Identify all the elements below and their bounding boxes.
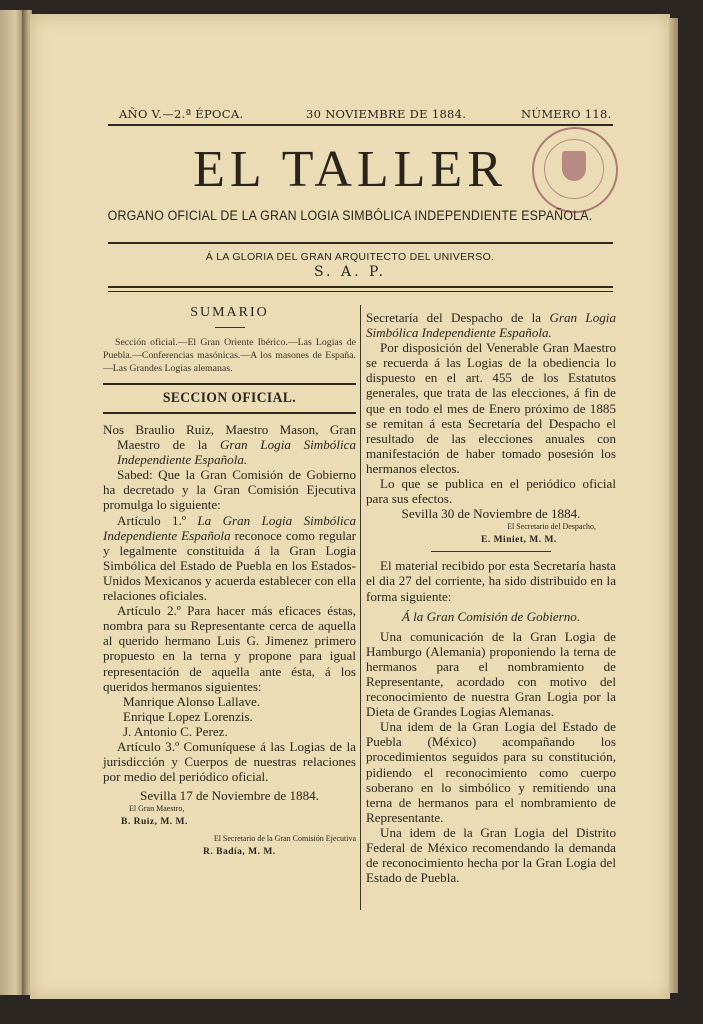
right-column	[366, 310, 616, 885]
sumario-text: Sección oficial.—El Gran Oriente Ibérico.—Las Logias de Puebla.—Conferencias masónicas.—A los masones de España.—Las Grandes Logias alemanas.	[103, 337, 356, 374]
dedication-line: Á LA GLORIA DEL GRAN ARQUITECTO DEL UNIVERSO.	[205, 251, 495, 263]
notice-place-date: Sevilla 30 de Noviembre de 1884.	[401, 506, 581, 522]
subhead-comision: Á la Gran Comisión de Gobierno.	[401, 608, 581, 624]
signature-role-despacho: El Secretario del Despacho,	[507, 522, 596, 532]
decree-preamble-text: Nos Braulio Ruiz, Maestro Mason, Gran Maestro de la	[103, 422, 356, 453]
names-list-item: Manrique Alonso Lallave.	[123, 693, 261, 709]
signature-name-ruiz: B. Ruiz, M. M.	[121, 817, 188, 828]
column-divider	[360, 305, 361, 910]
article-1-italic: La Gran Logia Simbólica Independiente Española	[103, 512, 356, 543]
library-stamp	[532, 127, 618, 213]
seccion-title: SECCION OFICIAL.	[162, 390, 297, 406]
material-received: El material recibido por esta Secretaría hasta el dia 27 del corriente, ha sido distribuido en la forma siguiente:	[366, 558, 616, 604]
masthead-rule-top	[108, 124, 613, 126]
signature-name-badia: R. Badía, M. M.	[203, 847, 276, 858]
decree-article-3: Artículo 3.º Comuníquese á las Logias de la jurisdicción y Cuerpos de nuestras relaciones por medio del periódico oficial.	[103, 738, 356, 785]
seccion-rule-bottom	[103, 412, 356, 414]
issue-number: NÚMERO 118.	[521, 107, 612, 121]
secretaria-heading-text: Secretaría del Despacho de la	[366, 310, 550, 325]
section-divider	[431, 551, 551, 552]
item-hamburgo: Una comunicación de la Gran Logia de Hamburgo (Alemania) proponiendo la terna de hermanos para el nombramiento de Representante, acordado con motivo del reconocimiento de nuestra Gran Logia por la Dieta de Grandes Logias Alemanas.	[366, 628, 616, 720]
decree-article-1	[103, 513, 356, 604]
signature-role-secretario: El Secretario de la Gran Comisión Ejecutiva	[213, 834, 356, 844]
masthead-rule-bottom	[108, 286, 613, 288]
signature-name-miniet: E. Miniet, M. M.	[481, 535, 557, 546]
newspaper-title: EL TALLER	[193, 141, 507, 198]
decree-preamble	[103, 422, 356, 467]
names-list-item: J. Antonio C. Perez.	[123, 723, 228, 739]
sap-line: S. A. P.	[313, 264, 387, 280]
elections-notice: Por disposición del Venerable Gran Maestro se recuerda á las Logias de la obediencia lo dispuesto en el art. 455 de los Estatutos generales, que trata de las elecciones, á fin de que en todo el mes de Enero próximo de 1885 se remitan á esta Secretaría del Despacho el resultado de las elecciones anuales con manifestación de haber tomado posesión los hermanos electos.	[366, 340, 616, 476]
newspaper-subtitle: ORGANO OFICIAL DE LA GRAN LOGIA SIMBÓLICA INDEPENDIENTE ESPAÑOLA.	[107, 208, 593, 223]
publication-notice: Lo que se publica en el periódico oficial para sus efectos.	[366, 476, 616, 507]
decree-place-date: Sevilla 17 de Noviembre de 1884.	[140, 788, 319, 804]
left-column	[103, 305, 356, 859]
item-puebla: Una idem de la Gran Logia del Estado de Puebla (México) acompañando los procedimientos seguidos para su constitución, pidiendo el reconocimiento como cuerpo soberano en lo simbólico y remitiendo una terna de hermanos para el nombramiento de Representante.	[366, 719, 616, 825]
masthead-rule-middle	[108, 242, 613, 244]
seccion-rule-top	[103, 383, 356, 385]
sumario-title: SUMARIO	[190, 305, 269, 320]
decree-article-2: Artículo 2.º Para hacer más eficaces éstas, nombra para su Representante cerca de aquella al querido hermano Luis G. Jimenez primero propuesto en la terna y propone para igual representación de aquella ante ésta, á los queridos hermanos siguientes:	[103, 603, 356, 694]
signature-role-gran-maestro: El Gran Maestro,	[129, 804, 185, 814]
article-1-label: Artículo 1.º	[117, 512, 198, 528]
sumario-underline	[215, 327, 245, 328]
issue-year: AÑO V.—2.ª ÉPOCA.	[119, 107, 244, 121]
names-list-item: Enrique Lopez Lorenzis.	[123, 708, 253, 724]
masthead-rule-bottom-thin	[108, 291, 613, 292]
issue-date: 30 NOVIEMBRE DE 1884.	[306, 107, 467, 121]
secretaria-heading-italic: Gran Logia Simbólica Independiente Española.	[366, 310, 616, 341]
decree-preamble-italic: Gran Logia Simbólica Independiente Española.	[117, 437, 356, 468]
article-1-text: reconoce como regular y legalmente constituida á la Gran Logia Simbólica del Estado de Puebla en los Estados-Unidos Mexicanos y acuerda establecer con ella relaciones oficiales.	[103, 527, 357, 604]
page-edge	[669, 18, 678, 993]
decree-sabed: Sabed: Que la Gran Comisión de Gobierno ha decretado y la Gran Comisión Ejecutiva promulga lo siguiente:	[103, 467, 356, 513]
item-distrito-federal: Una idem de la Gran Logia del Distrito Federal de México recomendando la demanda de reconocimiento hecha por la Gran Logia del Estado de Puebla.	[366, 824, 616, 886]
stamp-shield-icon	[562, 151, 586, 181]
secretaria-heading	[366, 310, 616, 340]
